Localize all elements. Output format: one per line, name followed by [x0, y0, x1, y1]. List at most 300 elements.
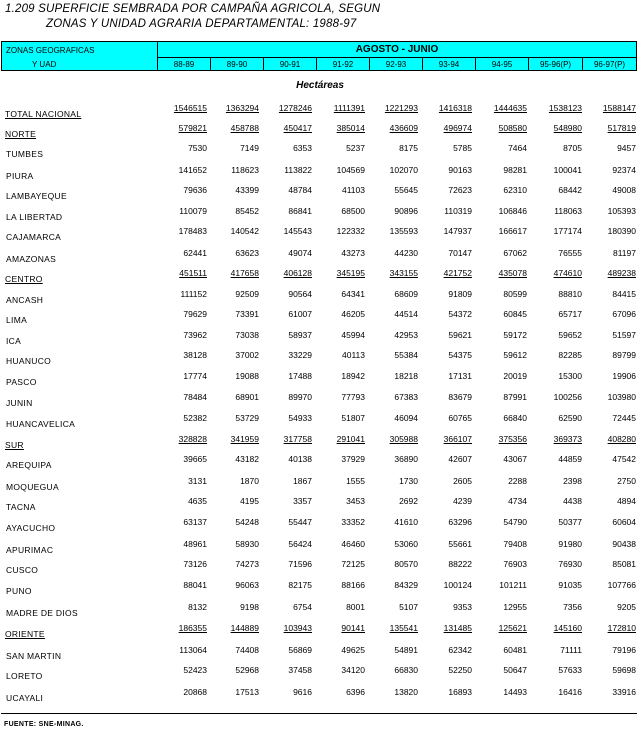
cell-value: 9205	[617, 602, 636, 612]
cell-value: 101211	[499, 580, 527, 590]
cell-value: 345195	[336, 268, 365, 278]
table-row	[0, 496, 640, 516]
cell-value: 52423	[183, 665, 207, 675]
cell-value: 72445	[612, 413, 636, 423]
cell-value: 68901	[235, 392, 259, 402]
cell-value: 59698	[612, 665, 636, 675]
cell-value: 54790	[503, 517, 527, 527]
cell-value: 55447	[288, 517, 312, 527]
cell-value: 328828	[178, 434, 207, 444]
table-row	[0, 185, 640, 205]
cell-value: 517819	[607, 123, 636, 133]
cell-value: 44230	[394, 248, 418, 258]
cell-value: 60481	[503, 645, 527, 655]
row-label: PUNO	[6, 586, 32, 596]
cell-value: 8001	[346, 602, 365, 612]
cell-value: 44514	[394, 309, 418, 319]
cell-value: 8175	[399, 143, 418, 153]
cell-value: 141652	[178, 165, 207, 175]
cell-value: 4894	[617, 496, 636, 506]
cell-value: 90438	[612, 539, 636, 549]
cell-value: 34120	[341, 665, 365, 675]
table-row	[0, 476, 640, 496]
cell-value: 62342	[448, 645, 472, 655]
row-label: ORIENTE	[5, 629, 45, 639]
cell-value: 43273	[341, 248, 365, 258]
cell-value: 106846	[498, 206, 527, 216]
cell-value: 50647	[503, 665, 527, 675]
cell-value: 52250	[448, 665, 472, 675]
cell-value: 66840	[503, 413, 527, 423]
cell-value: 64341	[341, 289, 365, 299]
cell-value: 85452	[235, 206, 259, 216]
cell-value: 82175	[288, 580, 312, 590]
cell-value: 68442	[558, 185, 582, 195]
cell-value: 37929	[341, 454, 365, 464]
cell-value: 3453	[346, 496, 365, 506]
cell-value: 83679	[448, 392, 472, 402]
cell-value: 1730	[399, 476, 418, 486]
cell-value: 12955	[503, 602, 527, 612]
cell-value: 67096	[612, 309, 636, 319]
cell-value: 33916	[612, 687, 636, 697]
table-row	[0, 371, 640, 391]
cell-value: 33352	[341, 517, 365, 527]
cell-value: 5107	[399, 602, 418, 612]
cell-value: 9616	[293, 687, 312, 697]
row-label: TOTAL NACIONAL	[5, 109, 82, 119]
cell-value: 59621	[448, 330, 472, 340]
header-year: 95-96(P)	[529, 58, 583, 71]
row-label: HUANCAVELICA	[6, 419, 76, 429]
total-row	[0, 103, 640, 123]
row-label: AMAZONAS	[6, 254, 57, 264]
cell-value: 100041	[553, 165, 582, 175]
cell-value: 91035	[558, 580, 582, 590]
cell-value: 145160	[553, 623, 582, 633]
cell-value: 54248	[235, 517, 259, 527]
table-row	[0, 413, 640, 433]
cell-value: 79629	[183, 309, 207, 319]
cell-value: 86841	[288, 206, 312, 216]
cell-value: 18942	[341, 371, 365, 381]
cell-value: 8132	[188, 602, 207, 612]
cell-value: 107766	[607, 580, 636, 590]
header-zonas-line-2: Y UAD	[32, 60, 57, 69]
cell-value: 7356	[563, 602, 582, 612]
cell-value: 72125	[341, 559, 365, 569]
cell-value: 57633	[558, 665, 582, 675]
cell-value: 458788	[230, 123, 259, 133]
cell-value: 17131	[448, 371, 472, 381]
cell-value: 76903	[503, 559, 527, 569]
cell-value: 60604	[612, 517, 636, 527]
cell-value: 6754	[293, 602, 312, 612]
cell-value: 72623	[448, 185, 472, 195]
cell-value: 54375	[448, 350, 472, 360]
table-row	[0, 645, 640, 665]
cell-value: 1546515	[173, 103, 207, 113]
cell-value: 40138	[288, 454, 312, 464]
cell-value: 38128	[183, 350, 207, 360]
cell-value: 113064	[179, 645, 207, 655]
cell-value: 1221293	[384, 103, 418, 113]
row-label: LAMBAYEQUE	[6, 191, 67, 201]
cell-value: 61007	[288, 309, 312, 319]
cell-value: 53729	[235, 413, 259, 423]
row-label: PIURA	[6, 171, 34, 181]
cell-value: 40113	[341, 350, 365, 360]
cell-value: 450417	[283, 123, 312, 133]
cell-value: 62590	[558, 413, 582, 423]
cell-value: 54933	[288, 413, 312, 423]
header-period: AGOSTO - JUNIO	[158, 42, 636, 58]
cell-value: 66830	[394, 665, 418, 675]
table-title	[5, 2, 380, 32]
cell-value: 74408	[235, 645, 259, 655]
cell-value: 408280	[607, 434, 636, 444]
table-row	[0, 350, 640, 370]
cell-value: 4438	[563, 496, 582, 506]
cell-value: 90163	[448, 165, 472, 175]
cell-value: 84415	[612, 289, 636, 299]
cell-value: 103980	[607, 392, 636, 402]
row-label: UCAYALI	[6, 693, 44, 703]
cell-value: 43399	[235, 185, 259, 195]
row-label: CUSCO	[6, 565, 39, 575]
cell-value: 41610	[394, 517, 418, 527]
cell-value: 103943	[283, 623, 312, 633]
cell-value: 74273	[235, 559, 259, 569]
header-year: 92-93	[370, 58, 423, 71]
row-label: MOQUEGUA	[6, 482, 59, 492]
cell-value: 1555	[346, 476, 365, 486]
cell-value: 67062	[503, 248, 527, 258]
cell-value: 9198	[240, 602, 259, 612]
cell-value: 60765	[448, 413, 472, 423]
cell-value: 55384	[394, 350, 418, 360]
cell-value: 508580	[498, 123, 527, 133]
cell-value: 579821	[178, 123, 207, 133]
cell-value: 89799	[612, 350, 636, 360]
cell-value: 5785	[453, 143, 472, 153]
row-label: ICA	[6, 336, 22, 346]
cell-value: 186355	[178, 623, 207, 633]
cell-value: 100256	[553, 392, 582, 402]
row-label: LIMA	[6, 315, 28, 325]
cell-value: 1416318	[438, 103, 472, 113]
row-label: HUANUCO	[6, 356, 52, 366]
row-label: NORTE	[5, 129, 37, 139]
cell-value: 63137	[183, 517, 207, 527]
cell-value: 489238	[607, 268, 636, 278]
cell-value: 111152	[180, 289, 207, 299]
cell-value: 110079	[179, 206, 207, 216]
cell-value: 88222	[448, 559, 472, 569]
cell-value: 51597	[612, 330, 636, 340]
cell-value: 135541	[389, 623, 418, 633]
cell-value: 67383	[394, 392, 418, 402]
cell-value: 37002	[235, 350, 259, 360]
cell-value: 2605	[453, 476, 472, 486]
cell-value: 58930	[235, 539, 259, 549]
cell-value: 52968	[235, 665, 259, 675]
cell-value: 91980	[558, 539, 582, 549]
cell-value: 19088	[235, 371, 259, 381]
cell-value: 59612	[503, 350, 527, 360]
cell-value: 49074	[288, 248, 312, 258]
cell-value: 92374	[612, 165, 636, 175]
cell-value: 41103	[341, 185, 365, 195]
cell-value: 46205	[341, 309, 365, 319]
cell-value: 79636	[183, 185, 207, 195]
cell-value: 8705	[563, 143, 582, 153]
title-line-1: 1.209 SUPERFICIE SEMBRADA POR CAMPAÑA AGRICOLA, SEGUN	[5, 3, 381, 15]
cell-value: 406128	[283, 268, 312, 278]
cell-value: 125621	[498, 623, 527, 633]
cell-value: 52382	[183, 413, 207, 423]
cell-value: 56869	[288, 645, 312, 655]
table-row	[0, 143, 640, 163]
row-label: PASCO	[6, 377, 37, 387]
cell-value: 17774	[183, 371, 207, 381]
cell-value: 56424	[288, 539, 312, 549]
cell-value: 60845	[503, 309, 527, 319]
cell-value: 1111391	[333, 103, 365, 113]
zone-row	[0, 123, 640, 143]
cell-value: 110319	[444, 206, 472, 216]
cell-value: 49008	[612, 185, 636, 195]
cell-value: 68609	[394, 289, 418, 299]
row-label: AREQUIPA	[6, 460, 52, 470]
cell-value: 343155	[389, 268, 418, 278]
cell-value: 55645	[394, 185, 418, 195]
cell-value: 90896	[394, 206, 418, 216]
row-label: APURIMAC	[6, 545, 54, 555]
header-year: 93-94	[423, 58, 476, 71]
cell-value: 4635	[188, 496, 207, 506]
cell-value: 45994	[341, 330, 365, 340]
cell-value: 55661	[448, 539, 472, 549]
cell-value: 140542	[230, 226, 259, 236]
cell-value: 80570	[394, 559, 418, 569]
bottom-rule	[1, 713, 637, 714]
cell-value: 17488	[288, 371, 312, 381]
cell-value: 44859	[558, 454, 582, 464]
cell-value: 548980	[553, 123, 582, 133]
cell-value: 6353	[293, 143, 312, 153]
table-row	[0, 206, 640, 226]
cell-value: 73962	[183, 330, 207, 340]
zone-row	[0, 268, 640, 288]
cell-value: 147937	[443, 226, 472, 236]
table-row	[0, 392, 640, 412]
table-row	[0, 602, 640, 622]
cell-value: 1278246	[278, 103, 312, 113]
row-label: JUNIN	[6, 398, 33, 408]
cell-value: 166617	[498, 226, 527, 236]
header-year: 91-92	[317, 58, 370, 71]
cell-value: 20868	[183, 687, 207, 697]
cell-value: 1867	[293, 476, 312, 486]
cell-value: 178483	[178, 226, 207, 236]
cell-value: 96063	[235, 580, 259, 590]
cell-value: 76555	[558, 248, 582, 258]
cell-value: 16893	[448, 687, 472, 697]
row-label: MADRE DE DIOS	[6, 608, 78, 618]
cell-value: 15300	[558, 371, 582, 381]
table-row	[0, 517, 640, 537]
cell-value: 73038	[235, 330, 259, 340]
cell-value: 375356	[498, 434, 527, 444]
cell-value: 1363294	[225, 103, 259, 113]
table-row	[0, 559, 640, 579]
cell-value: 474610	[553, 268, 582, 278]
cell-value: 90141	[341, 623, 365, 633]
cell-value: 89970	[288, 392, 312, 402]
cell-value: 122332	[336, 226, 365, 236]
cell-value: 91809	[448, 289, 472, 299]
cell-value: 366107	[443, 434, 472, 444]
cell-value: 145543	[283, 226, 312, 236]
source-note: FUENTE: SNE-MINAG.	[4, 721, 84, 728]
cell-value: 1444635	[493, 103, 527, 113]
cell-value: 43182	[235, 454, 259, 464]
table-row	[0, 309, 640, 329]
unit-label: Hectáreas	[296, 80, 344, 91]
cell-value: 63623	[235, 248, 259, 258]
row-label: LA LIBERTAD	[6, 212, 63, 222]
cell-value: 92509	[235, 289, 259, 299]
cell-value: 105393	[607, 206, 636, 216]
cell-value: 62310	[503, 185, 527, 195]
cell-value: 3131	[188, 476, 207, 486]
cell-value: 73391	[235, 309, 259, 319]
header-year: 90-91	[264, 58, 317, 71]
cell-value: 7149	[240, 143, 259, 153]
cell-value: 2288	[508, 476, 527, 486]
row-label: TUMBES	[6, 149, 44, 159]
row-label: SUR	[5, 440, 24, 450]
cell-value: 131485	[443, 623, 472, 633]
header-zonas	[2, 42, 158, 70]
table-row	[0, 539, 640, 559]
cell-value: 82285	[558, 350, 582, 360]
cell-value: 4239	[453, 496, 472, 506]
cell-value: 118623	[231, 165, 259, 175]
cell-value: 54891	[394, 645, 418, 655]
cell-value: 84329	[394, 580, 418, 590]
cell-value: 58937	[288, 330, 312, 340]
cell-value: 42953	[394, 330, 418, 340]
cell-value: 71596	[288, 559, 312, 569]
header-zonas-line-1: ZONAS GEOGRAFICAS	[6, 46, 95, 55]
cell-value: 68500	[341, 206, 365, 216]
cell-value: 172810	[607, 623, 636, 633]
table-row	[0, 226, 640, 246]
cell-value: 59652	[558, 330, 582, 340]
cell-value: 88166	[341, 580, 365, 590]
cell-value: 317758	[283, 434, 312, 444]
cell-value: 417658	[230, 268, 259, 278]
table-row	[0, 165, 640, 185]
table-row	[0, 665, 640, 685]
table-header	[1, 41, 637, 71]
cell-value: 33229	[288, 350, 312, 360]
cell-value: 135593	[389, 226, 418, 236]
cell-value: 144889	[230, 623, 259, 633]
cell-value: 47542	[612, 454, 636, 464]
cell-value: 73126	[183, 559, 207, 569]
zone-row	[0, 434, 640, 454]
cell-value: 63296	[448, 517, 472, 527]
cell-value: 6396	[346, 687, 365, 697]
cell-value: 37458	[288, 665, 312, 675]
cell-value: 7530	[188, 143, 207, 153]
cell-value: 7464	[508, 143, 527, 153]
row-label: ANCASH	[6, 295, 44, 305]
cell-value: 85081	[612, 559, 636, 569]
cell-value: 341959	[230, 434, 259, 444]
table-row	[0, 580, 640, 600]
cell-value: 14493	[503, 687, 527, 697]
cell-value: 50377	[558, 517, 582, 527]
cell-value: 2398	[563, 476, 582, 486]
cell-value: 2750	[617, 476, 636, 486]
cell-value: 113822	[284, 165, 312, 175]
header-year: 88-89	[158, 58, 211, 71]
zone-row	[0, 623, 640, 643]
cell-value: 180390	[607, 226, 636, 236]
cell-value: 177174	[553, 226, 582, 236]
cell-value: 39665	[183, 454, 207, 464]
cell-value: 36890	[394, 454, 418, 464]
cell-value: 49625	[341, 645, 365, 655]
cell-value: 81197	[612, 248, 636, 258]
cell-value: 4734	[508, 496, 527, 506]
cell-value: 46460	[341, 539, 365, 549]
cell-value: 65717	[558, 309, 582, 319]
cell-value: 1588147	[602, 103, 636, 113]
cell-value: 54372	[448, 309, 472, 319]
table-row	[0, 454, 640, 474]
cell-value: 19906	[612, 371, 636, 381]
cell-value: 78484	[183, 392, 207, 402]
cell-value: 104569	[336, 165, 365, 175]
cell-value: 59172	[503, 330, 527, 340]
cell-value: 4195	[240, 496, 259, 506]
cell-value: 118063	[554, 206, 582, 216]
cell-value: 42607	[448, 454, 472, 464]
row-label: TACNA	[6, 502, 36, 512]
cell-value: 17513	[235, 687, 259, 697]
cell-value: 305988	[389, 434, 418, 444]
cell-value: 102070	[389, 165, 418, 175]
header-year: 94-95	[476, 58, 529, 71]
table-row	[0, 248, 640, 268]
cell-value: 51807	[341, 413, 365, 423]
cell-value: 436609	[389, 123, 418, 133]
cell-value: 77793	[341, 392, 365, 402]
cell-value: 79196	[612, 645, 636, 655]
cell-value: 76930	[558, 559, 582, 569]
row-label: LORETO	[6, 671, 43, 681]
header-year: 89-90	[211, 58, 264, 71]
cell-value: 369373	[553, 434, 582, 444]
cell-value: 291041	[336, 434, 365, 444]
cell-value: 90564	[288, 289, 312, 299]
cell-value: 3357	[293, 496, 312, 506]
